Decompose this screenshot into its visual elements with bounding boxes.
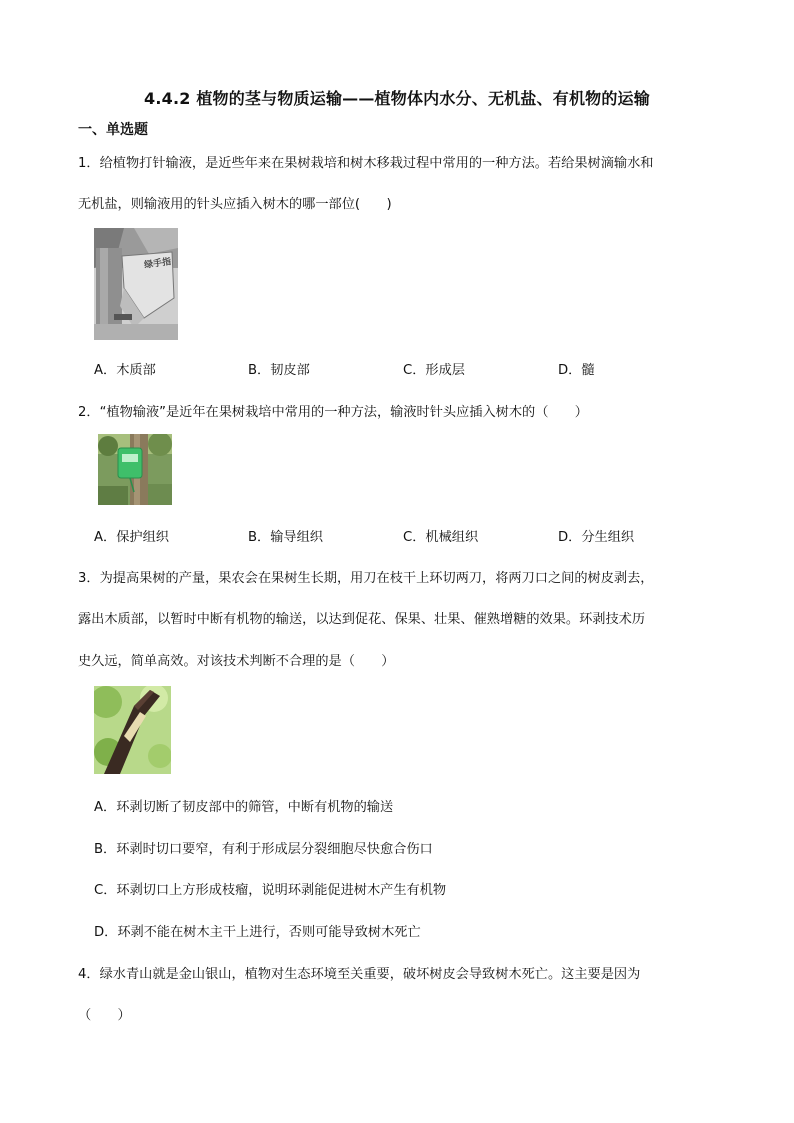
question-3-line-1: 3．为提高果树的产量，果农会在果树生长期，用刀在枝干上环切两刀，将两刀口之间的树皮剥去， (78, 571, 654, 586)
question-2-photo-infusion-bag (98, 434, 172, 505)
question-1-option-b[interactable]: B．韧皮部 (248, 363, 310, 378)
question-2-option-b[interactable]: B．输导组织 (248, 530, 323, 545)
question-3-photo-girdled-branch (94, 686, 171, 774)
question-3-option-c[interactable]: C．环剥切口上方形成枝瘤，说明环剥能促进树木产生有机物 (94, 883, 447, 898)
question-2-line-1: 2．“植物输液”是近年在果树栽培中常用的一种方法，输液时针头应插入树木的（ ） (78, 405, 588, 420)
question-4-line-1: 4．绿水青山就是金山银山，植物对生态环境至关重要，破坏树皮会导致树木死亡。这主要是因为 (78, 967, 641, 982)
document-title: 4.4.2 植物的茎与物质运输——植物体内水分、无机盐、有机物的运输 (144, 89, 650, 108)
question-1-option-d[interactable]: D．髓 (558, 363, 595, 378)
question-1-option-a[interactable]: A．木质部 (94, 363, 156, 378)
question-2-option-d[interactable]: D．分生组织 (558, 530, 635, 545)
question-3-option-b[interactable]: B．环剥时切口要窄，有利于形成层分裂细胞尽快愈合伤口 (94, 842, 433, 857)
question-3-option-a[interactable]: A．环剥切断了韧皮部中的筛管，中断有机物的输送 (94, 800, 394, 815)
question-3-option-d[interactable]: D．环剥不能在树木主干上进行，否则可能导致树木死亡 (94, 925, 421, 940)
question-3-line-2: 露出木质部，以暂时中断有机物的输送，以达到促花、保果、壮果、催熟增糖的效果。环剥技术历 (78, 612, 646, 627)
question-1-photo-text: 绿手指 (143, 257, 172, 271)
question-2-option-a[interactable]: A．保护组织 (94, 530, 169, 545)
question-1-option-c[interactable]: C．形成层 (403, 363, 465, 378)
question-3-line-3: 史久远，简单高效。对该技术判断不合理的是（ ） (78, 654, 395, 669)
question-1-line-1: 1．给植物打针输液，是近些年来在果树栽培和树木移栽过程中常用的一种方法。若给果树滴输水和 (78, 156, 654, 171)
question-2-option-c[interactable]: C．机械组织 (403, 530, 479, 545)
question-1-photo-tree-infusion (94, 228, 178, 340)
question-4-line-2: （ ） (78, 1008, 131, 1023)
section-heading: 一、单选题 (78, 122, 148, 138)
question-1-line-2: 无机盐，则输液用的针头应插入树木的哪一部位( ) (78, 197, 392, 212)
